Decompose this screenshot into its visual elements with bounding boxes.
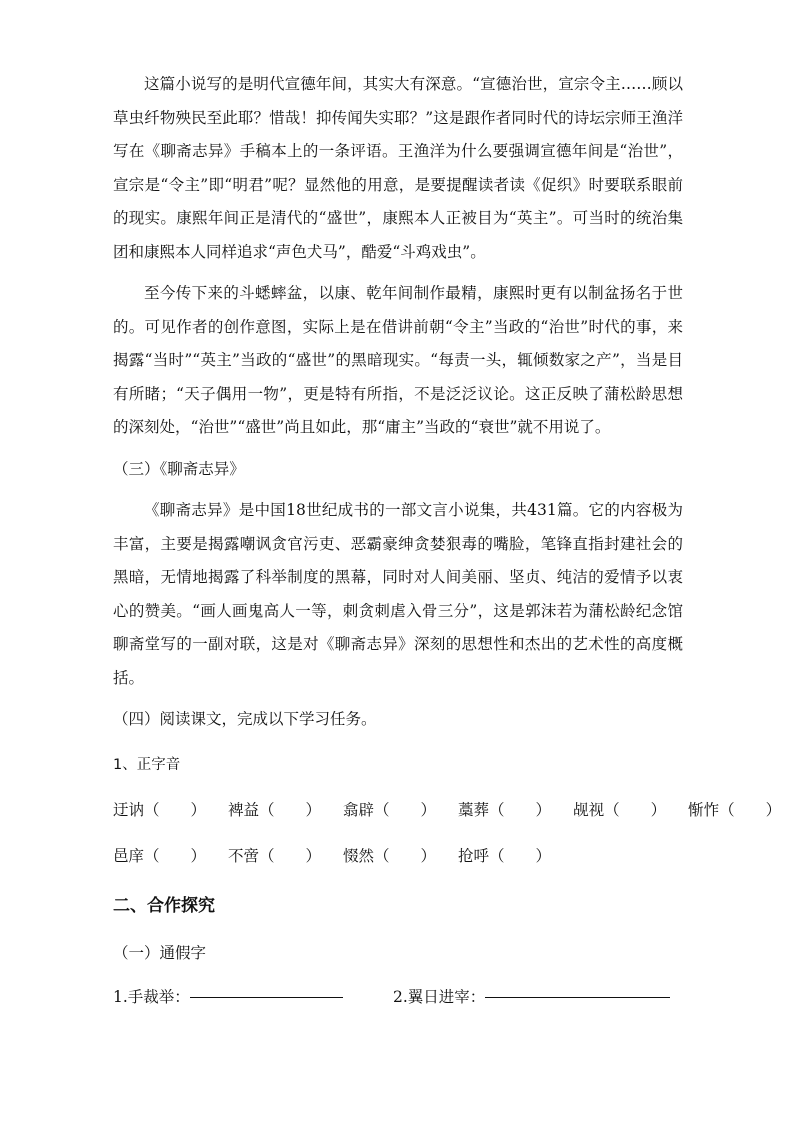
answer-blank-2[interactable] xyxy=(485,977,670,998)
fill-label-1: 1.手裁举： xyxy=(113,987,190,1006)
pronunciation-row-1 xyxy=(113,794,782,828)
word-item: 翕辟（ ） xyxy=(343,801,437,819)
section-title-cooperation: 二、合作探究 xyxy=(113,896,215,916)
document-page xyxy=(113,68,782,1014)
word-item: 惙然（ ） xyxy=(343,846,437,865)
word-item: 惭怍（ ） xyxy=(688,801,782,819)
paragraph-liaozhai-intro: 《聊斋志异》是中国18世纪成书的一部文言小说集，共431篇。它的内容极为丰富，主要是揭露嘲讽贪官污吏、恶霸豪绅贪婪狠毒的嘴脸，笔锋直指封建社会的黑暗，无情地揭露了科举制度的黑幕，同时对人间美丽、坚贞、纯洁的爱情予以衷心的赞美。“画人画鬼高人一等，刺贪刺虐入骨三分”，这是郭沫若为蒲松龄纪念馆聊斋堂写的一副对联，这是对《聊斋志异》深刻的思想性和杰出的艺术性的高度概括。 xyxy=(113,501,683,687)
word-item: 觇视（ ） xyxy=(573,801,667,819)
fill-label-2: 2.翼日进宰： xyxy=(393,987,486,1006)
heading-liaozhai: （三）《聊斋志异》 xyxy=(113,459,245,478)
fill-in-row xyxy=(113,981,683,1015)
task-pronunciation-title: 1、正字音 xyxy=(113,756,181,773)
word-item: 不啻（ ） xyxy=(228,846,322,865)
word-item: 藁葬（ ） xyxy=(458,801,552,819)
word-item: 邑庠（ ） xyxy=(113,846,207,865)
paragraph-xuande-era: 这篇小说写的是明代宣德年间，其实大有深意。“宣德治世，宣宗令主……顾以草虫纤物殃民至此耶？惜哉！抑传闻失实耶？”这是跟作者同时代的诗坛宗师王渔洋写在《聊斋志异》手稿本上的一条评语。王渔洋为什么要强调宣德年间是“治世”，宣宗是“令主”即“明君”呢？显然他的用意，是要提醒读者读《促织》时要联系眼前的现实。康熙年间正是清代的“盛世”，康熙本人正被目为“英主”。可当时的统治集团和康熙本人同样追求“声色犬马”，酷爱“斗鸡戏虫”。 xyxy=(113,75,683,261)
heading-reading-task: （四）阅读课文，完成以下学习任务。 xyxy=(113,710,377,728)
paragraph-cricket-pots: 至今传下来的斗蟋蟀盆，以康、乾年间制作最精，康熙时更有以制盆扬名于世的。可见作者的创作意图，实际上是在借讲前朝“令主”当政的“治世”时代的事，来揭露“当时”“英主”当政的“盛世”的黑暗现实。“每责一头，辄倾数家之产”，当是目有所睹；“天子偶用一物”，更是特有所指，不是泛泛议论。这正反映了蒲松龄思想的深刻处，“治世”“盛世”尚且如此，那“庸主”当政的“衰世”就不用说了。 xyxy=(113,284,683,436)
subheading-tongjiazi: （一）通假字 xyxy=(113,944,207,962)
word-item: 裨益（ ） xyxy=(228,801,322,819)
word-item: 抢呼（ ） xyxy=(458,846,552,865)
fill-item-2 xyxy=(393,981,670,1015)
fill-item-1 xyxy=(113,981,393,1015)
pronunciation-row-2 xyxy=(113,840,683,874)
word-item: 迂讷（ ） xyxy=(113,801,207,819)
answer-blank-1[interactable] xyxy=(190,977,343,998)
